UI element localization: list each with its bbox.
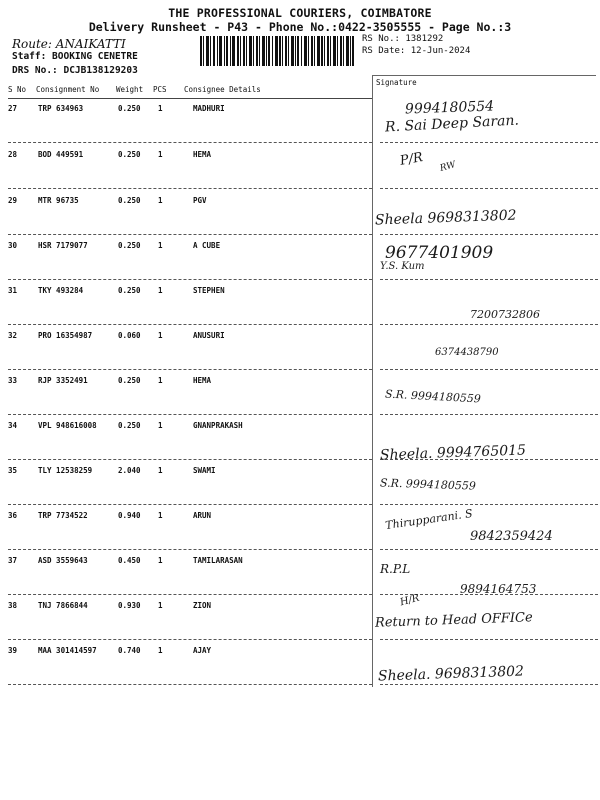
handwritten-signature: Sheela. 9994765015	[379, 442, 527, 464]
row-weight: 0.060	[118, 331, 141, 340]
handwritten-signature: R. Sai Deep Saran.	[384, 112, 520, 136]
table-row	[8, 325, 598, 370]
table-row	[8, 415, 598, 464]
handwritten-signature: 9677401909	[385, 243, 494, 263]
row-weight: 0.930	[118, 601, 141, 610]
row-separator	[8, 684, 372, 685]
row-sno: 28	[8, 150, 18, 159]
handwritten-signature: R.P.L	[380, 562, 411, 576]
row-separator	[8, 142, 372, 143]
handwritten-signature: 9842359424	[470, 529, 553, 544]
row-consignee: SWAMI	[193, 466, 216, 475]
row-pcs: 1	[158, 150, 163, 159]
row-weight: 2.040	[118, 466, 141, 475]
row-consignment: TKY 493284	[38, 286, 84, 295]
barcode-image	[200, 36, 355, 66]
staff-label: Staff: BOOKING CENETRE	[12, 51, 138, 62]
row-sno: 39	[8, 646, 18, 655]
row-weight: 0.250	[118, 196, 141, 205]
table-row	[8, 592, 598, 640]
row-consignee: TAMILARASAN	[193, 556, 243, 565]
row-consignee: AJAY	[193, 646, 212, 655]
handwritten-signature: Sheela. 9698313802	[377, 663, 525, 685]
runsheet-title: Delivery Runsheet - P43 - Phone No.:0422-3505555 - Page No.:3	[88, 20, 512, 34]
row-weight: 0.250	[118, 150, 141, 159]
row-sno: 37	[8, 556, 18, 565]
row-sno: 27	[8, 104, 18, 113]
row-pcs: 1	[158, 511, 163, 520]
signature-column-top-border	[372, 75, 596, 76]
table-row	[8, 98, 598, 143]
row-separator	[380, 142, 598, 143]
row-weight: 0.250	[118, 421, 141, 430]
row-sno: 33	[8, 376, 18, 385]
col-pcs: PCS	[153, 85, 167, 94]
handwritten-signature: Return to Head OFFICe	[374, 610, 533, 631]
row-weight: 0.250	[118, 376, 141, 385]
row-consignee: HEMA	[193, 150, 212, 159]
row-consignment: ASD 3559643	[38, 556, 88, 565]
col-consignee: Consignee Details	[184, 85, 261, 94]
row-sno: 36	[8, 511, 18, 520]
handwritten-signature: S.R. 9994180559	[384, 387, 482, 406]
row-separator	[8, 188, 372, 189]
row-consignee: STEPHEN	[193, 286, 225, 295]
row-consignee: ZION	[193, 601, 212, 610]
handwritten-signature: Thirupparani. S	[384, 506, 474, 533]
handwritten-signature: 6374438790	[435, 347, 499, 358]
handwritten-signature: 9894164753	[460, 582, 537, 596]
row-weight: 0.740	[118, 646, 141, 655]
table-row	[8, 280, 598, 325]
row-pcs: 1	[158, 241, 163, 250]
col-consignment: Consignment No	[36, 85, 100, 94]
handwritten-signature: Sheela 9698313802	[374, 207, 517, 229]
row-pcs: 1	[158, 601, 163, 610]
table-row	[8, 640, 598, 685]
row-weight: 0.250	[118, 104, 141, 113]
row-sno: 38	[8, 601, 18, 610]
row-consignee: ANUSURI	[193, 331, 225, 340]
row-weight: 0.940	[118, 511, 141, 520]
handwritten-signature: 9994180554	[404, 98, 495, 118]
handwritten-signature: P/R	[398, 150, 425, 169]
row-sno: 32	[8, 331, 18, 340]
row-pcs: 1	[158, 646, 163, 655]
col-weight: Weight	[116, 85, 144, 94]
row-consignee: PGV	[193, 196, 207, 205]
col-signature: Signature	[376, 78, 417, 87]
row-weight: 0.450	[118, 556, 141, 565]
table-row	[8, 235, 598, 280]
row-pcs: 1	[158, 376, 163, 385]
row-pcs: 1	[158, 466, 163, 475]
row-consignee: MADHURI	[193, 104, 225, 113]
row-pcs: 1	[158, 556, 163, 565]
row-consignee: ARUN	[193, 511, 212, 520]
handwritten-signature: 7200732806	[470, 308, 540, 321]
row-sno: 29	[8, 196, 18, 205]
row-pcs: 1	[158, 421, 163, 430]
row-sno: 31	[8, 286, 18, 295]
row-sno: 30	[8, 241, 18, 250]
row-pcs: 1	[158, 104, 163, 113]
row-consignment: TLY 12538259	[38, 466, 93, 475]
route-label: Route: ANAIKATTI	[12, 37, 126, 51]
row-consignee: HEMA	[193, 376, 212, 385]
row-consignment: TRP 634963	[38, 104, 84, 113]
row-consignment: MTR 96735	[38, 196, 79, 205]
row-consignment: PRO 16354987	[38, 331, 93, 340]
table-row	[8, 550, 598, 595]
row-weight: 0.250	[118, 286, 141, 295]
table-row	[8, 370, 598, 415]
handwritten-signature: S.R. 9994180559	[379, 476, 477, 493]
row-separator	[380, 188, 598, 189]
table-row	[8, 190, 598, 235]
row-consignment: VPL 948616008	[38, 421, 97, 430]
handwritten-signature: H/R	[398, 592, 421, 609]
row-consignee: A CUBE	[193, 241, 221, 250]
row-consignment: TNJ 7866844	[38, 601, 88, 610]
row-separator	[380, 684, 598, 685]
col-sno: S No	[8, 85, 27, 94]
rs-number: RS No.: 1381292	[362, 34, 444, 44]
table-row	[8, 144, 598, 189]
handwritten-signature: RW	[438, 160, 457, 174]
handwritten-signature: Y.S. Kum	[380, 261, 425, 272]
row-consignment: TRP 7734522	[38, 511, 88, 520]
row-sno: 35	[8, 466, 18, 475]
table-row	[8, 460, 598, 505]
rs-date: RS Date: 12-Jun-2024	[362, 46, 471, 56]
row-pcs: 1	[158, 196, 163, 205]
company-title: THE PROFESSIONAL COURIERS, COIMBATORE	[168, 6, 432, 20]
row-consignment: RJP 3352491	[38, 376, 88, 385]
row-consignee: GNANPRAKASH	[193, 421, 243, 430]
row-pcs: 1	[158, 331, 163, 340]
row-sno: 34	[8, 421, 18, 430]
drs-number: DRS No.: DCJB138129203	[12, 65, 138, 76]
row-weight: 0.250	[118, 241, 141, 250]
row-pcs: 1	[158, 286, 163, 295]
row-consignment: BOD 449591	[38, 150, 84, 159]
table-row	[8, 505, 598, 550]
row-consignment: HSR 7179077	[38, 241, 88, 250]
table-header	[8, 78, 598, 98]
row-consignment: MAA 301414597	[38, 646, 97, 655]
